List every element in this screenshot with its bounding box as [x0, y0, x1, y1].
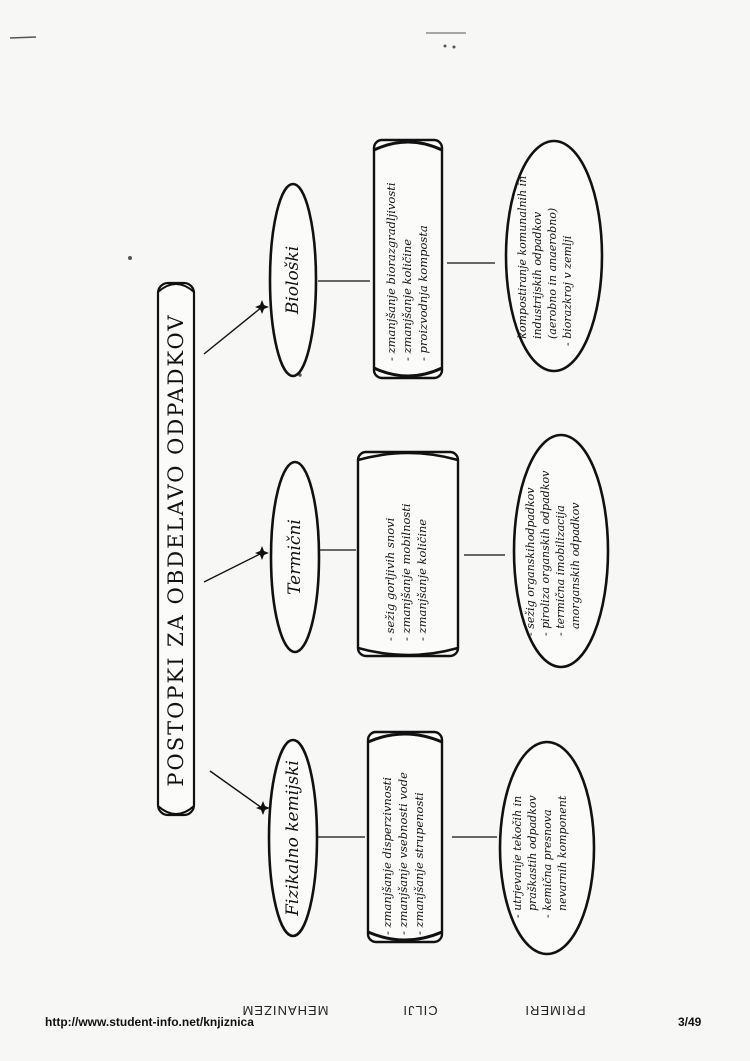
goal-item: - zmanjšanje biorazgradljivosti	[383, 157, 399, 361]
category-label-bioloski: Biološki	[283, 245, 303, 315]
example-item-cont: praškastih odpadkov	[526, 795, 539, 911]
goal-item: - sežig gorljivih snovi	[382, 471, 398, 641]
goal-item: - zmanjšanje količine	[399, 157, 415, 361]
examples-bioloski	[515, 166, 593, 346]
category-label-fizikalno: Fizikalno kemijski	[283, 760, 303, 916]
goal-item: - zmanjšanje strupenosti	[411, 739, 427, 935]
page-number: 3/49	[678, 1015, 702, 1029]
examples-fizikalno	[510, 778, 584, 918]
label-primeri: PRIMERI	[524, 1003, 586, 1018]
example-item-cont: (aerobno in anaerobno)	[546, 207, 559, 339]
connectors-title	[204, 307, 262, 808]
example-item-cont: industrijskih odpadkov	[531, 211, 544, 339]
example-item: - kompostiranje komunalnih in	[515, 166, 530, 346]
goal-item: - zmanjšanje disperzivnosti	[379, 739, 395, 935]
example-item-cont: anorganskih odpadkov	[569, 502, 582, 629]
example-item: - biorazkroj v zemlji	[560, 166, 575, 346]
examples-termicni	[523, 466, 599, 636]
goal-item: - zmanjšanje mobilnosti	[398, 471, 414, 641]
footer-link[interactable]: http://www.student-info.net/knjiznica	[45, 1015, 254, 1029]
example-item-cont: nevarnih komponent	[556, 795, 569, 911]
example-item: - sežig organskihodpadkov	[523, 466, 538, 636]
goals-fizikalno	[379, 739, 429, 935]
example-item: - piroliza organskih odpadkov	[538, 466, 553, 636]
goal-item: - proizvodnja komposta	[415, 157, 431, 361]
arrow-stars	[255, 300, 270, 815]
goals-bioloski	[383, 157, 433, 361]
goal-item: - zmanjšanje vsebnosti vode	[395, 739, 411, 935]
category-label-termicni: Termični	[285, 519, 305, 595]
example-item: - utrjevanje tekočih in	[510, 778, 525, 918]
goal-item: - zmanjšanje količine	[414, 471, 430, 641]
example-item: - kemična presnova	[540, 778, 555, 918]
label-cilji: CILJI	[402, 1003, 438, 1018]
label-mehanizem: MEHANIZEM	[241, 1003, 329, 1018]
diagram-title: POSTOPKI ZA OBDELAVO ODPADKOV	[164, 313, 188, 787]
goals-termicni	[382, 471, 432, 641]
example-item: - termična imobilizacija	[553, 466, 568, 636]
